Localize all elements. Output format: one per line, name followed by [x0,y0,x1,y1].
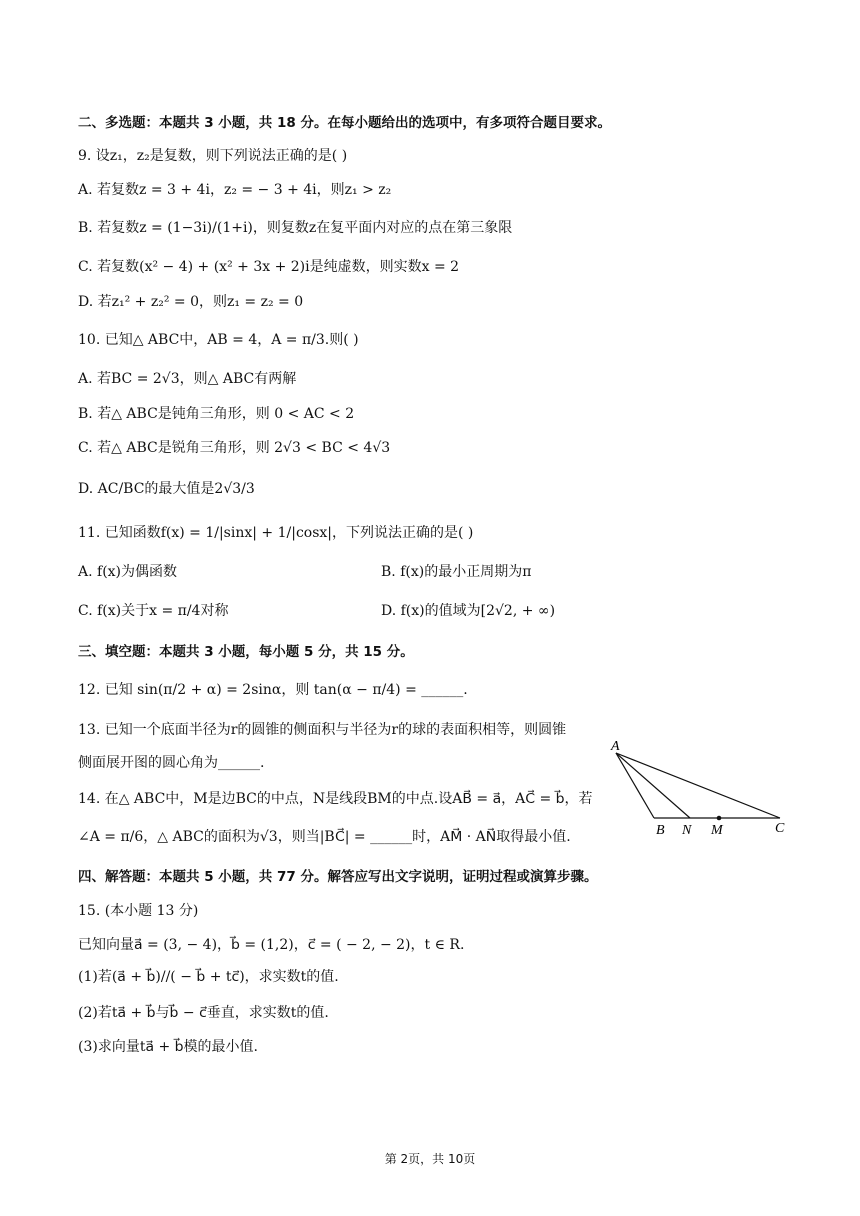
q10-stem: 10. 已知△ ABC中，AB = 4，A = π/3.则( ) [78,332,359,348]
label-n: N [682,823,692,838]
triangle-figure [605,735,795,840]
q13-line2: 侧面展开图的圆心角为______. [78,755,265,771]
section-answer: 四、解答题：本题共 5 小题，共 77 分。解答应写出文字说明，证明过程或演算步骤。 [78,869,598,885]
q9-option-b: B. 若复数z = (1−3i)/(1+i)，则复数z在复平面内对应的点在第三象限 [78,220,513,236]
q11-option-a: A. f(x)为偶函数 [78,564,178,580]
segment-an [616,753,690,818]
q14-line1: 14. 在△ ABC中，M是边BC的中点，N是线段BM的中点.设AB⃗ = a⃗，AC⃗ = b⃗，若 [78,791,593,807]
q13-line1: 13. 已知一个底面半径为r的圆锥的侧面积与半径为r的球的表面积相等，则圆锥 [78,722,567,738]
q10-option-c: C. 若△ ABC是锐角三角形，则 2√3 < BC < 4√3 [78,440,391,456]
segment-ac [616,753,780,818]
q11-option-c: C. f(x)关于x = π/4对称 [78,603,229,619]
q9-option-a: A. 若复数z = 3 + 4i，z₂ = − 3 + 4i，则z₁ > z₂ [78,182,392,198]
q15-part3: (3)求向量ta⃗ + b⃗模的最小值. [78,1039,259,1055]
label-b: B [656,823,665,838]
label-c: C [775,821,785,836]
q11-option-d: D. f(x)的值域为[2√2, + ∞) [381,603,556,619]
q9-option-c: C. 若复数(x² − 4) + (x² + 3x + 2)i是纯虚数，则实数x = 2 [78,259,460,275]
q10-option-b: B. 若△ ABC是钝角三角形，则 0 < AC < 2 [78,406,355,422]
q9-option-d: D. 若z₁² + z₂² = 0，则z₁ = z₂ = 0 [78,294,304,310]
q12-text: 12. 已知 sin(π/2 + α) = 2sinα，则 tan(α − π/4) = ______. [78,682,468,698]
q15-part1: (1)若(a⃗ + b⃗)//( − b⃗ + tc⃗)，求实数t的值. [78,969,339,985]
q15-title: 15. (本小题 13 分) [78,903,199,919]
q14-line2: ∠A = π/6，△ ABC的面积为√3，则当|BC⃗| = ______时，AM⃗ · AN⃗取得最小值. [78,829,571,845]
q11-stem: 11. 已知函数f(x) = 1/|sinx| + 1/|cosx|，下列说法正确的是( ) [78,525,474,541]
label-m: M [711,823,723,838]
label-a: A [611,739,620,754]
segment-ab [616,753,654,818]
q15-given: 已知向量a⃗ = (3, − 4)，b⃗ = (1,2)，c⃗ = ( − 2, − 2)，t ∈ R. [78,937,465,953]
q10-option-d: D. AC/BC的最大值是2√3/3 [78,481,255,497]
point-m [717,816,722,821]
section-fill-in: 三、填空题：本题共 3 小题，每小题 5 分，共 15 分。 [78,644,414,660]
page-footer: 第 2页，共 10页 [384,1152,476,1166]
q10-option-a: A. 若BC = 2√3，则△ ABC有两解 [78,371,297,387]
section-multiple-choice: 二、多选题：本题共 3 小题，共 18 分。在每小题给出的选项中，有多项符合题目要求。 [78,115,611,131]
q11-option-b: B. f(x)的最小正周期为π [381,564,532,580]
q9-stem: 9. 设z₁，z₂是复数，则下列说法正确的是( ) [78,148,348,164]
q15-part2: (2)若ta⃗ + b⃗与b⃗ − c⃗垂直，求实数t的值. [78,1005,329,1021]
